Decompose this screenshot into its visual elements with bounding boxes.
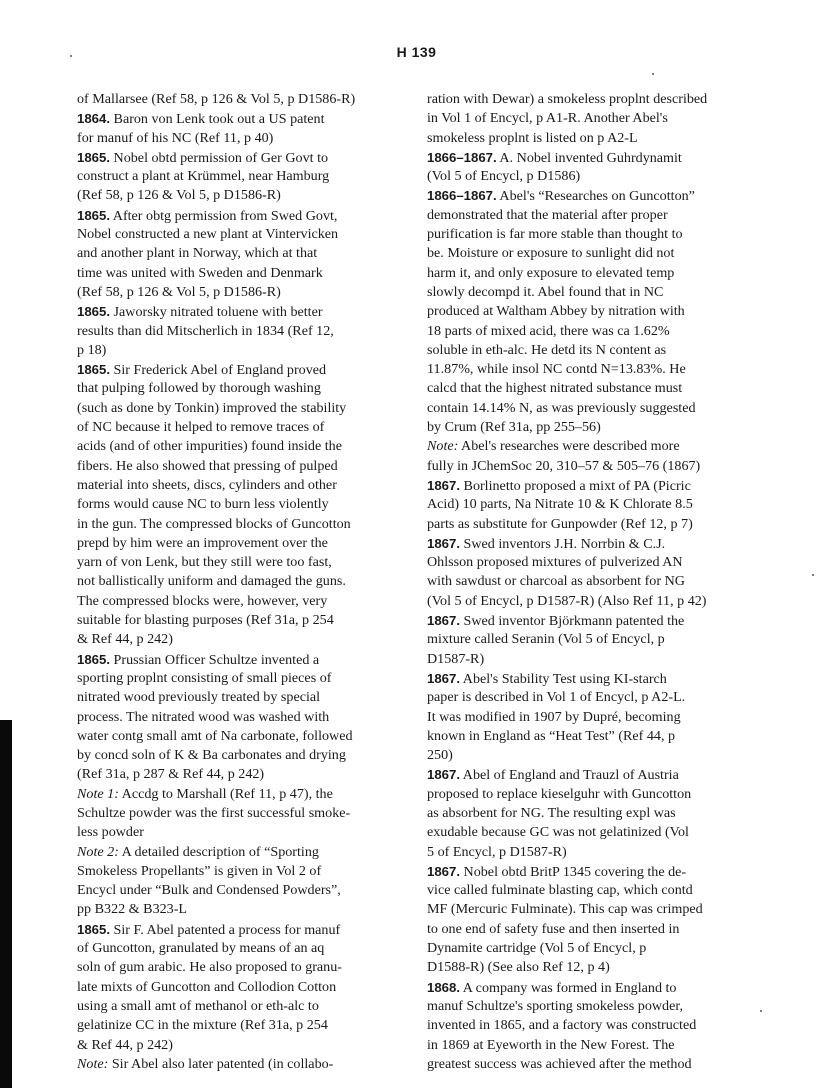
- text-line: MF (Mercuric Fulminate). This cap was crimped: [427, 901, 703, 918]
- text-line: mixture called Seranin (Vol 5 of Encycl, p: [427, 631, 665, 648]
- text-line: 1865. Jaworsky nitrated toluene with better: [77, 304, 323, 321]
- page-binding-edge: [0, 720, 12, 1088]
- text-line: 1867. Borlinetto proposed a mixt of PA (Picric: [427, 477, 691, 494]
- text-line: gelatinize CC in the mixture (Ref 31a, p 254: [77, 1017, 328, 1034]
- text-line: (such as done by Tonkin) improved the stability: [77, 399, 347, 416]
- text-line: less powder: [77, 824, 144, 841]
- text-line: 1866–1867. Abel's “Researches on Guncotton”: [427, 188, 695, 205]
- text-line: 1864. Baron von Lenk took out a US patent: [77, 111, 325, 128]
- text-line: slowly decompd it. Abel found that in NC: [427, 283, 664, 300]
- text-line: demonstrated that the material after proper: [427, 206, 668, 223]
- text-line: paper is described in Vol 1 of Encycl, p A2-L.: [427, 689, 686, 706]
- text-line: late mixts of Guncotton and Collodion Cotton: [77, 978, 337, 995]
- text-line: nitrated wood previously treated by special: [77, 689, 321, 706]
- text-line: for manuf of his NC (Ref 11, p 40): [77, 129, 274, 146]
- text-line: suitable for blasting purposes (Ref 31a, p 254: [77, 612, 334, 629]
- text-line: construct a plant at Krümmel, near Hamburg: [77, 168, 330, 185]
- text-line: Note: Abel's researches were described more: [427, 438, 680, 455]
- scan-speck: [652, 73, 654, 75]
- text-line: sporting proplnt consisting of small pieces of: [77, 669, 332, 686]
- text-line: 1865. Prussian Officer Schultze invented a: [77, 651, 320, 668]
- text-line: 11.87%, while insol NC contd N=13.83%. He: [427, 361, 686, 378]
- text-line: with sawdust or charcoal as absorbent for NG: [427, 573, 685, 590]
- text-line: Schultze powder was the first successful smoke-: [77, 804, 351, 821]
- text-line: in the gun. The compressed blocks of Guncotton: [77, 515, 351, 532]
- text-line: (Ref 58, p 126 & Vol 5, p D1586-R): [77, 187, 281, 204]
- text-line: 1865. Sir F. Abel patented a process for manuf: [77, 921, 341, 938]
- text-line: Dynamite cartridge (Vol 5 of Encycl, p: [427, 940, 647, 957]
- scan-speck: [70, 55, 72, 57]
- text-line: parts as substitute for Gunpowder (Ref 12, p 7): [427, 515, 693, 532]
- text-line: that pulping followed by thorough washing: [77, 380, 321, 397]
- text-line: using a small amt of methanol or eth-alc to: [77, 997, 319, 1014]
- text-line: known in England as “Heat Test” (Ref 44, p: [427, 727, 676, 744]
- text-line: in 1869 at Eyeworth in the New Forest. The: [427, 1036, 675, 1053]
- text-line: Acid) 10 parts, Na Nitrate 10 & K Chlorate 8.5: [427, 496, 693, 513]
- text-line: It was modified in 1907 by Dupré, becoming: [427, 708, 681, 725]
- text-line: in Vol 1 of Encycl, p A1-R. Another Abel's: [427, 110, 668, 127]
- text-line: 5 of Encycl, p D1587-R): [427, 843, 567, 860]
- text-line: Note 2: A detailed description of “Sporting: [77, 843, 319, 860]
- text-line: fibers. He also showed that pressing of pulped: [77, 457, 338, 474]
- text-line: (Ref 31a, p 287 & Ref 44, p 242): [77, 766, 265, 783]
- text-line: smokeless proplnt is listed on p A2-L: [427, 129, 638, 146]
- text-line: (Ref 58, p 126 & Vol 5, p D1586-R): [77, 283, 281, 300]
- text-line: calcd that the highest nitrated substance must: [427, 380, 683, 397]
- text-line: (Vol 5 of Encycl, p D1587-R) (Also Ref 11, p 42): [427, 592, 707, 609]
- text-line: results than did Mitscherlich in 1834 (Ref 12,: [77, 322, 334, 339]
- text-line: water contg small amt of Na carbonate, followed: [77, 727, 353, 744]
- text-line: & Ref 44, p 242): [77, 631, 173, 648]
- text-line: soln of gum arabic. He also proposed to granu-: [77, 959, 342, 976]
- text-line: by concd soln of K & Ba carbonates and drying: [77, 747, 346, 764]
- text-line: Ohlsson proposed mixtures of pulverized AN: [427, 554, 683, 571]
- text-line: 1867. Nobel obtd BritP 1345 covering the de-: [427, 863, 687, 880]
- text-line: proposed to replace kieselguhr with Guncotton: [427, 785, 692, 802]
- text-line: (Vol 5 of Encycl, p D1586): [427, 168, 581, 185]
- text-line: and another plant in Norway, which at that: [77, 245, 318, 262]
- text-line: be. Moisture or exposure to sunlight did not: [427, 245, 675, 262]
- scan-speck: [812, 574, 814, 576]
- text-line: of Guncotton, granulated by means of an aq: [77, 940, 325, 957]
- text-line: of NC because it helped to remove traces of: [77, 419, 325, 436]
- text-line: 18 parts of mixed acid, there was ca 1.62%: [427, 322, 670, 339]
- text-line: 1866–1867. A. Nobel invented Guhrdynamit: [427, 149, 682, 166]
- text-line: as absorbent for NG. The resulting expl was: [427, 804, 676, 821]
- text-line: acids (and of other impurities) found inside the: [77, 438, 342, 455]
- text-line: 1868. A company was formed in England to: [427, 979, 677, 996]
- text-line: Note 1: Accdg to Marshall (Ref 11, p 47), the: [77, 785, 333, 802]
- text-line: 1865. Sir Frederick Abel of England proved: [77, 362, 327, 379]
- left-text-column: [77, 90, 407, 1074]
- text-line: 250): [427, 747, 453, 764]
- text-line: invented in 1865, and a factory was constructed: [427, 1017, 697, 1034]
- text-line: Note: Sir Abel also later patented (in collabo-: [77, 1055, 334, 1072]
- text-line: 1867. Swed inventor Björkmann patented the: [427, 613, 685, 630]
- text-line: contain 14.14% N, as was previously suggested: [427, 399, 696, 416]
- text-line: harm it, and only exposure to elevated temp: [427, 264, 675, 281]
- text-line: exudable because GC was not gelatinized (Vol: [427, 824, 689, 841]
- text-line: 1867. Swed inventors J.H. Norrbin & C.J.: [427, 535, 666, 552]
- text-line: 1867. Abel of England and Trauzl of Austria: [427, 767, 679, 784]
- text-line: 1865. Nobel obtd permission of Ger Govt to: [77, 149, 329, 166]
- page-number-header: H 139: [396, 44, 437, 60]
- text-line: 1865. After obtg permission from Swed Govt,: [77, 207, 338, 224]
- text-line: yarn of von Lenk, but they still were too fast,: [77, 554, 332, 571]
- text-line: forms would cause NC to burn less violently: [77, 496, 329, 513]
- text-line: not ballistically uniform and damaged the guns.: [77, 573, 346, 590]
- text-line: time was united with Sweden and Denmark: [77, 264, 323, 281]
- text-line: ration with Dewar) a smokeless proplnt described: [427, 91, 708, 107]
- text-line: produced at Waltham Abbey by nitration with: [427, 303, 685, 320]
- text-line: manuf Schultze's sporting smokeless powder,: [427, 997, 684, 1014]
- text-line: p 18): [77, 341, 107, 358]
- text-line: Nobel constructed a new plant at Vintervicken: [77, 226, 339, 243]
- text-line: & Ref 44, p 242): [77, 1036, 173, 1053]
- text-line: process. The nitrated wood was washed with: [77, 708, 330, 725]
- text-line: Smokeless Propellants” is given in Vol 2 of: [77, 862, 322, 879]
- text-line: of Mallarsee (Ref 58, p 126 & Vol 5, p D1586-R): [77, 91, 356, 107]
- text-line: Encycl under “Bulk and Condensed Powders”,: [77, 882, 341, 899]
- text-line: D1587-R): [427, 650, 485, 667]
- text-line: D1588-R) (See also Ref 12, p 4): [427, 959, 610, 976]
- text-line: greatest success was achieved after the method: [427, 1055, 692, 1072]
- text-line: fully in JChemSoc 20, 310–57 & 505–76 (1867): [427, 457, 701, 474]
- text-line: 1867. Abel's Stability Test using KI-starch: [427, 670, 667, 687]
- text-line: to one end of safety fuse and then inserted in: [427, 920, 680, 937]
- text-line: soluble in eth-alc. He detd its N content as: [427, 341, 667, 358]
- text-line: The compressed blocks were, however, very: [77, 592, 328, 609]
- text-line: purification is far more stable than thought to: [427, 226, 683, 243]
- text-line: material into sheets, discs, cylinders and other: [77, 476, 337, 493]
- scan-speck: [760, 1010, 762, 1012]
- text-line: pp B322 & B323-L: [77, 901, 188, 918]
- text-line: vice called fulminate blasting cap, which contd: [427, 882, 693, 899]
- text-line: prepd by him were an improvement over the: [77, 534, 328, 551]
- right-text-column: [427, 90, 747, 1074]
- text-line: by Crum (Ref 31a, pp 255–56): [427, 419, 601, 436]
